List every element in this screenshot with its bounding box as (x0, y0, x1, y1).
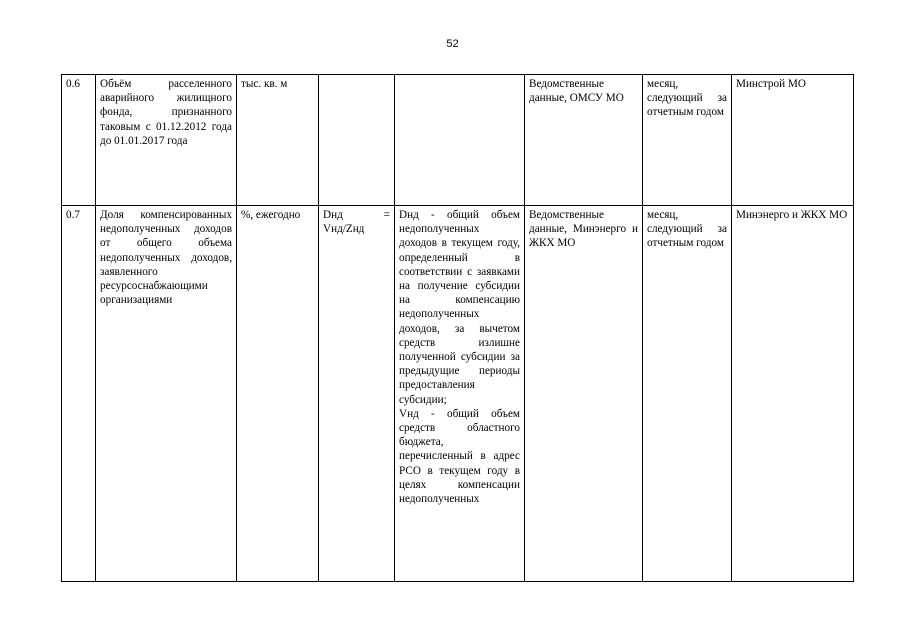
indicator-name: Доля компенсированных недополученных доходов от общего объема недополученных доходов, заявленного ресурсоснабжающими организациями (96, 206, 237, 582)
responsible-body: Минстрой МО (732, 75, 854, 206)
formula-description: Dнд - общий объем недополученных доходов в текущем году, определенный в соответствии с заявками на получение субсидии на компенсацию недополученных доходов, за вычетом средств излишне полученной субсидии за предыдущие периоды предоставления субсидии; Vнд - общий объем средств областного бюджета, перечисленный в адрес РСО в текущем году в целях компенсации недополученных (399, 209, 520, 506)
responsible-body: Минэнерго и ЖКХ МО (732, 206, 854, 582)
table-row (62, 75, 854, 206)
reporting-period: месяц, следующий за отчетным годом (643, 206, 732, 582)
reporting-period: месяц, следующий за отчетным годом (643, 75, 732, 206)
unit: %, ежегодно (237, 206, 319, 582)
indicators-table (61, 74, 854, 582)
row-code: 0.7 (62, 206, 96, 582)
data-source: Ведомственные данные, Минэнерго и ЖКХ МО (525, 206, 643, 582)
data-source: Ведомственные данные, ОМСУ МО (525, 75, 643, 206)
row-code: 0.6 (62, 75, 96, 206)
formula-description-cell (395, 206, 525, 582)
formula-description (395, 75, 525, 206)
unit: тыс. кв. м (237, 75, 319, 206)
formula: Dнд = Vнд/Zнд (319, 206, 395, 582)
table-row (62, 206, 854, 582)
page-number: 52 (446, 38, 459, 50)
formula (319, 75, 395, 206)
indicator-name: Объём расселенного аварийного жилищного фонда, признанного таковым с 01.12.2012 года до 01.01.2017 года (96, 75, 237, 206)
